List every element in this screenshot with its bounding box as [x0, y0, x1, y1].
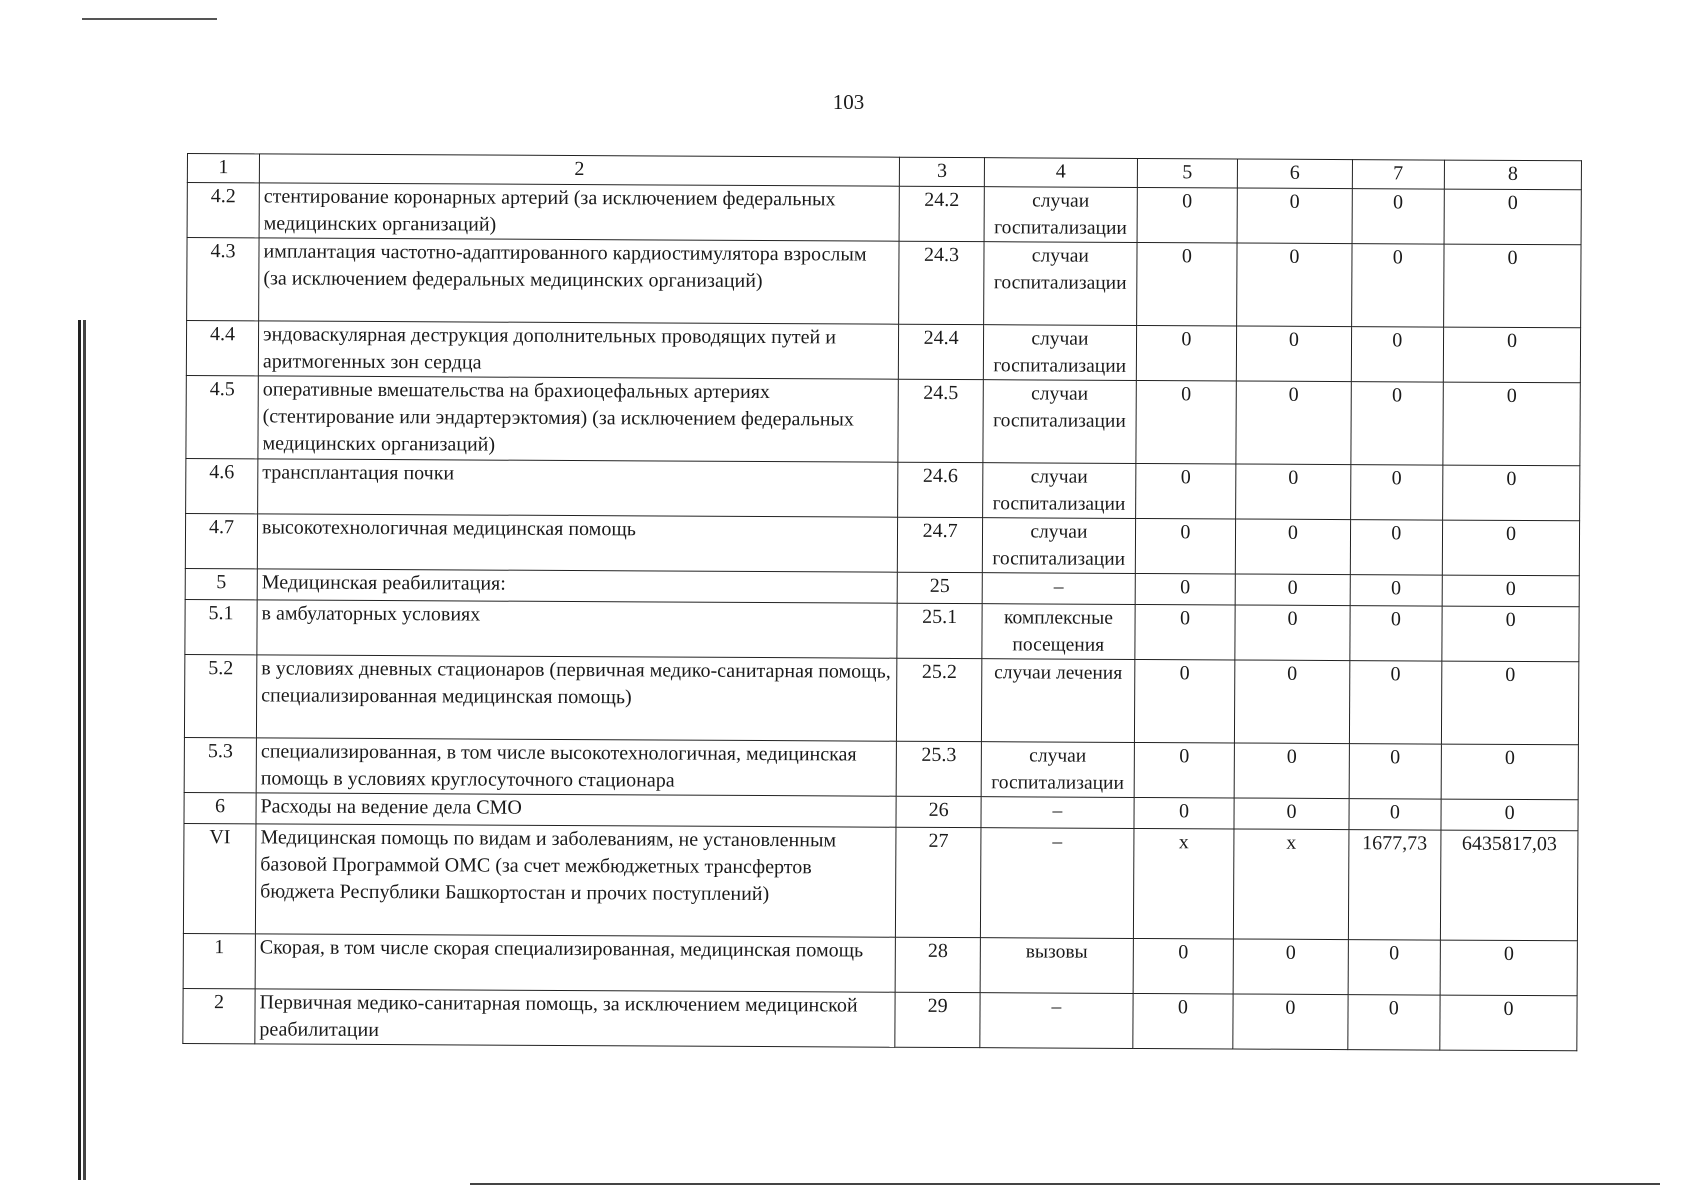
cell-col8: 0	[1444, 189, 1581, 245]
cell-col6: 0	[1237, 188, 1351, 244]
table-row	[186, 458, 1580, 520]
cell-col5: 0	[1136, 325, 1237, 381]
row-name: специализированная, в том числе высокотехнологичная, медицинская помощь в условиях круглосуточного стационара	[256, 738, 896, 796]
row-code: 25.3	[896, 741, 982, 796]
cell-col7: 0	[1347, 995, 1440, 1050]
cell-col6: 0	[1237, 243, 1352, 327]
row-unit: случаи госпитализации	[983, 518, 1136, 574]
cell-col8: 0	[1441, 744, 1578, 800]
cell-col7: 0	[1351, 244, 1444, 327]
row-name: высокотехнологичная медицинская помощь	[257, 514, 897, 572]
row-number: 4.4	[186, 321, 258, 376]
cell-col8: 0	[1442, 606, 1579, 662]
cell-col8: 0	[1442, 575, 1579, 607]
cell-col6: 0	[1236, 464, 1350, 520]
scan-artifact-top	[82, 18, 217, 20]
cell-col5: 0	[1134, 604, 1235, 660]
row-code: 24.4	[898, 324, 984, 379]
cell-col8: 0	[1440, 940, 1577, 996]
row-name: имплантация частотно-адаптированного кардиостимулятора взрослым (за исключением федеральных медицинских организаций)	[259, 238, 899, 324]
cell-col8: 0	[1442, 520, 1579, 576]
cell-col7: 0	[1350, 465, 1443, 520]
cell-col6: 0	[1234, 798, 1348, 830]
row-number: 4.7	[185, 513, 257, 568]
row-code: 25.1	[897, 603, 983, 658]
cell-col6: 0	[1236, 519, 1350, 575]
cell-col5: 0	[1133, 797, 1234, 829]
cell-col7: 0	[1349, 661, 1442, 744]
row-code: 24.2	[899, 186, 985, 241]
column-header: 5	[1137, 158, 1238, 188]
column-header: 4	[985, 158, 1137, 188]
cell-col6: 0	[1233, 994, 1347, 1050]
cell-col6: 0	[1235, 660, 1350, 744]
row-name: Первичная медико-санитарная помощь, за исключением медицинской реабилитации	[255, 989, 895, 1047]
cell-col6: 0	[1235, 574, 1349, 606]
table-row	[183, 933, 1577, 995]
row-code: 24.7	[897, 517, 983, 572]
cell-col5: 0	[1132, 993, 1233, 1049]
cell-col5: 0	[1135, 463, 1236, 519]
cell-col6: 0	[1234, 743, 1348, 799]
row-code: 25	[897, 572, 983, 603]
cell-col8: 0	[1442, 661, 1579, 745]
column-header: 3	[899, 157, 985, 186]
cell-col7: 0	[1350, 575, 1443, 606]
table-row	[187, 238, 1581, 328]
row-code: 24.5	[898, 379, 984, 462]
cell-col5: 0	[1135, 573, 1236, 605]
cell-col8: 0	[1440, 995, 1577, 1051]
row-unit: –	[981, 828, 1134, 939]
row-number: 4.3	[187, 238, 259, 321]
row-unit: случаи госпитализации	[981, 742, 1134, 798]
row-name: стентирование коронарных артерий (за исключением федеральных медицинских организаций)	[259, 183, 899, 241]
row-number: 5.1	[185, 599, 257, 654]
cell-col8: 0	[1441, 799, 1578, 831]
row-number: 5.2	[184, 654, 256, 737]
row-name: Медицинская помощь по видам и заболеваниям, не установленным базовой Программой ОМС (за счет межбюджетных трансфертов бюджета Республики Башкортостан и прочих поступлений)	[255, 824, 895, 937]
row-unit: –	[982, 573, 1134, 605]
row-unit: вызовы	[980, 938, 1133, 994]
row-name: в амбулаторных условиях	[257, 600, 897, 658]
cell-col7: 0	[1348, 799, 1441, 830]
row-code: 25.2	[896, 658, 982, 741]
row-number: 4.6	[186, 458, 258, 513]
cell-col8: 0	[1444, 244, 1581, 328]
column-header: 7	[1352, 160, 1445, 189]
cell-col5: 0	[1134, 659, 1235, 743]
row-number: VI	[183, 823, 256, 933]
table-row	[183, 988, 1577, 1050]
row-unit: случаи госпитализации	[984, 325, 1137, 381]
row-unit: случаи госпитализации	[983, 380, 1136, 464]
row-name: Скорая, в том числе скорая специализированная, медицинская помощь	[255, 934, 895, 992]
row-number: 6	[184, 792, 256, 823]
cell-col8: 0	[1443, 382, 1580, 466]
row-name: Расходы на ведение дела СМО	[256, 793, 896, 827]
data-table	[182, 153, 1582, 1051]
cell-col5: 0	[1135, 518, 1236, 574]
row-unit: –	[981, 797, 1133, 829]
row-code: 26	[896, 796, 982, 827]
cell-col5: 0	[1137, 187, 1238, 243]
table-row	[184, 737, 1578, 799]
row-name: трансплантация почки	[258, 459, 898, 517]
cell-col8: 6435817,03	[1440, 830, 1577, 941]
cell-col7: 0	[1349, 744, 1442, 799]
row-number: 4.5	[186, 375, 258, 458]
row-code: 27	[895, 827, 981, 937]
cell-col6: 0	[1236, 381, 1351, 465]
cell-col5: 0	[1134, 742, 1235, 798]
row-unit: случаи госпитализации	[984, 242, 1137, 326]
table-row	[185, 513, 1579, 575]
cell-col7: 1677,73	[1348, 830, 1441, 940]
row-code: 24.3	[899, 241, 985, 324]
table-row	[184, 654, 1578, 744]
cell-col6: x	[1234, 829, 1349, 940]
row-unit: случаи лечения	[982, 659, 1135, 743]
column-header: 8	[1444, 160, 1581, 190]
row-unit: случаи госпитализации	[984, 187, 1137, 243]
table-row	[185, 599, 1579, 661]
row-number: 4.2	[187, 183, 259, 238]
cell-col7: 0	[1352, 189, 1445, 244]
row-name: эндоваскулярная деструкция дополнительных проводящих путей и аритмогенных зон сердца	[258, 321, 898, 379]
row-code: 24.6	[897, 462, 983, 517]
row-name: Медицинская реабилитация:	[257, 569, 897, 603]
row-unit: случаи госпитализации	[983, 463, 1136, 519]
scan-artifact-left	[78, 320, 86, 1180]
table-row	[186, 321, 1580, 383]
cell-col7: 0	[1348, 940, 1441, 995]
cell-col6: 0	[1233, 939, 1347, 995]
cell-col5: 0	[1133, 938, 1234, 994]
row-unit: –	[980, 993, 1133, 1049]
column-header: 6	[1238, 159, 1352, 189]
table-row	[183, 823, 1578, 940]
cell-col5: x	[1133, 828, 1234, 939]
row-number: 2	[183, 988, 255, 1043]
row-number: 1	[183, 933, 255, 988]
row-number: 5.3	[184, 737, 256, 792]
cell-col5: 0	[1136, 242, 1237, 326]
cell-col7: 0	[1350, 520, 1443, 575]
page-number: 103	[832, 90, 865, 114]
cell-col8: 0	[1443, 327, 1580, 383]
column-header: 2	[259, 154, 899, 186]
table-row	[187, 183, 1581, 245]
row-name: в условиях дневных стационаров (первичная медико-санитарная помощь, специализированная медицинская помощь)	[256, 655, 896, 741]
column-header: 1	[187, 154, 259, 183]
row-code: 28	[895, 937, 981, 992]
scan-artifact-bottom	[470, 1183, 1660, 1185]
cell-col7: 0	[1351, 327, 1444, 382]
row-name: оперативные вмешательства на брахиоцефальных артериях (стентирование или эндартерэктомия) (за исключением федеральных медицинских организаций)	[258, 376, 898, 462]
cell-col8: 0	[1443, 465, 1580, 521]
table-row	[186, 375, 1580, 465]
row-code: 29	[895, 992, 981, 1047]
row-number: 5	[185, 568, 257, 599]
cell-col5: 0	[1135, 380, 1236, 464]
cell-col6: 0	[1237, 326, 1351, 382]
cell-col7: 0	[1350, 382, 1443, 465]
row-unit: комплексные посещения	[982, 604, 1135, 660]
cell-col6: 0	[1235, 605, 1349, 661]
cell-col7: 0	[1349, 606, 1442, 661]
